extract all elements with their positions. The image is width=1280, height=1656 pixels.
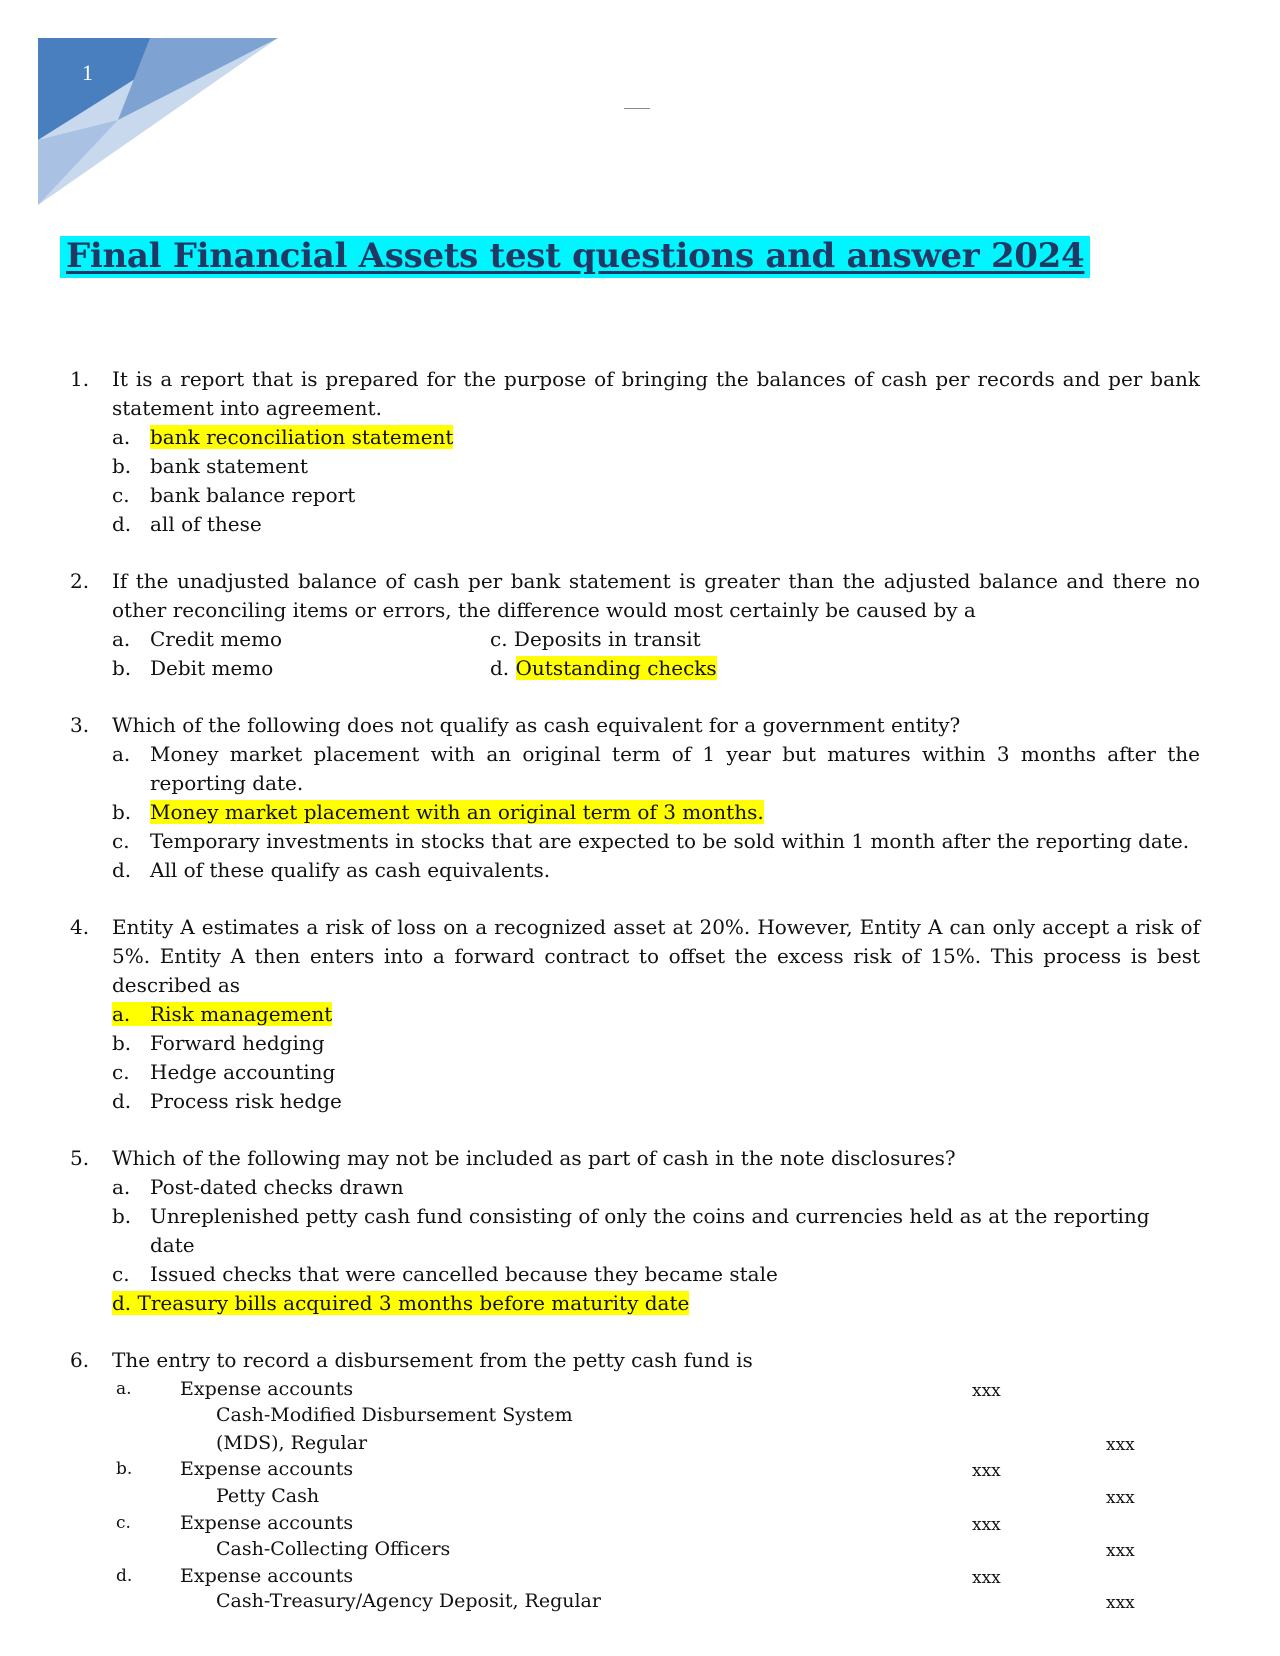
debit-account: Expense accounts <box>180 1458 354 1480</box>
debit-account: Expense accounts <box>180 1378 354 1400</box>
option-text: Process risk hedge <box>150 1089 342 1113</box>
option-letter: c. <box>112 1060 130 1084</box>
option-letter: d. <box>112 512 132 536</box>
document-title: Final Financial Assets test questions and answer 2024 <box>60 236 1090 278</box>
option-a <box>112 625 490 654</box>
option-b <box>112 798 1200 827</box>
option-answer-highlight <box>112 1002 332 1026</box>
question-2 <box>70 567 1200 683</box>
option-letter: d. <box>112 1089 132 1113</box>
corner-decoration <box>0 0 300 210</box>
option-a <box>112 423 1200 452</box>
option-row <box>112 625 1200 654</box>
credit-account: Cash-Collecting Officers <box>216 1538 451 1560</box>
option-d <box>490 654 717 683</box>
option-c <box>112 827 1200 856</box>
option-letter: b. <box>112 1031 132 1055</box>
option-text: Deposits in transit <box>513 627 701 651</box>
header-mark <box>624 108 650 109</box>
option-a <box>112 1173 1200 1202</box>
option-letter: b. <box>112 454 132 478</box>
option-letter: b. <box>112 1204 132 1228</box>
option-text-answer: bank reconciliation statement <box>150 425 454 449</box>
option-answer-highlight <box>112 1291 689 1315</box>
page-number: 1 <box>82 60 93 85</box>
question-text: Which of the following may not be included as part of cash in the note disclosures? <box>112 1146 956 1170</box>
option-letter: c. <box>116 1513 131 1533</box>
option-b <box>112 654 490 683</box>
credit-amount: xxx <box>1106 1488 1135 1508</box>
option-text-answer: Outstanding checks <box>515 656 717 680</box>
option-letter: d. <box>112 1291 132 1315</box>
option-text: Unreplenished petty cash fund consisting of only the coins and currencies held as at the reporting date <box>150 1204 1150 1257</box>
option-letter: b. <box>112 800 132 824</box>
option-text: all of these <box>150 512 262 536</box>
option-c <box>112 481 1200 510</box>
credit-account: Cash-Modified Disbursement System <box>216 1404 573 1426</box>
option-b <box>112 1029 1200 1058</box>
option-text: bank statement <box>150 454 308 478</box>
option-letter: d. <box>490 656 510 680</box>
credit-account: Cash-Treasury/Agency Deposit, Regular <box>216 1590 601 1612</box>
option-letter: b. <box>112 656 132 680</box>
credit-account: Petty Cash <box>216 1485 320 1507</box>
question-number: 5. <box>70 1146 90 1170</box>
option-row <box>112 654 1200 683</box>
option-text: Money market placement with an original term of 1 year but matures within 3 months after the reporting date. <box>150 742 1200 795</box>
option-text: Credit memo <box>150 627 283 651</box>
option-text: Issued checks that were cancelled because they became stale <box>150 1262 778 1286</box>
option-d <box>112 510 1200 539</box>
question-number: 6. <box>70 1348 90 1372</box>
option-c <box>490 625 701 654</box>
option-text-answer: Treasury bills acquired 3 months before maturity date <box>137 1291 690 1315</box>
option-text: Post-dated checks drawn <box>150 1175 404 1199</box>
credit-amount: xxx <box>1106 1435 1135 1455</box>
question-4 <box>70 913 1200 1116</box>
journal-entries <box>112 1375 1200 1627</box>
question-number: 1. <box>70 367 90 391</box>
question-text: Entity A estimates a risk of loss on a recognized asset at 20%. However, Entity A can only accept a risk of 5%. Entity A then enters into a forward contract to offset the excess risk of 15%. This process is best described as <box>112 915 1200 997</box>
option-letter: a. <box>112 1002 131 1026</box>
title-block <box>60 236 1090 278</box>
debit-amount: xxx <box>972 1461 1001 1481</box>
question-text: Which of the following does not qualify as cash equivalent for a government entity? <box>112 713 961 737</box>
option-d <box>112 856 1200 885</box>
credit-amount: xxx <box>1106 1541 1135 1561</box>
option-letter: a. <box>112 742 131 766</box>
question-1 <box>70 365 1200 539</box>
question-number: 2. <box>70 569 90 593</box>
question-text: It is a report that is prepared for the purpose of bringing the balances of cash per records and per bank statement into agreement. <box>112 367 1200 420</box>
option-text: Temporary investments in stocks that are expected to be sold within 1 month after the reporting date. <box>150 829 1190 853</box>
option-letter: a. <box>112 425 131 449</box>
question-5 <box>70 1144 1200 1318</box>
option-letter: a. <box>116 1379 132 1399</box>
option-a <box>112 740 1200 798</box>
option-letter: c. <box>112 1262 130 1286</box>
question-text: The entry to record a disbursement from the petty cash fund is <box>112 1348 753 1372</box>
option-a <box>112 1000 1200 1029</box>
question-6 <box>70 1346 1200 1627</box>
option-text: Forward hedging <box>150 1031 325 1055</box>
question-list <box>70 365 1200 1627</box>
debit-amount: xxx <box>972 1381 1001 1401</box>
debit-account: Expense accounts <box>180 1565 354 1587</box>
option-letter: c. <box>490 627 508 651</box>
option-text-answer: Risk management <box>150 1002 333 1026</box>
option-d <box>112 1087 1200 1116</box>
question-3 <box>70 711 1200 885</box>
option-b <box>112 1202 1200 1260</box>
option-c <box>112 1260 1200 1289</box>
option-text: Hedge accounting <box>150 1060 336 1084</box>
option-letter: a. <box>112 627 131 651</box>
option-c <box>112 1058 1200 1087</box>
option-letter: b. <box>116 1459 133 1479</box>
question-text: If the unadjusted balance of cash per bank statement is greater than the adjusted balance and there no other reconciling items or errors, the difference would most certainly be caused by a <box>112 569 1200 622</box>
option-letter: a. <box>112 1175 131 1199</box>
option-letter: d. <box>116 1566 133 1586</box>
debit-account: Expense accounts <box>180 1512 354 1534</box>
option-text: All of these qualify as cash equivalents. <box>150 858 551 882</box>
debit-amount: xxx <box>972 1568 1001 1588</box>
option-letter: c. <box>112 829 130 853</box>
option-text-answer: Money market placement with an original term of 3 months. <box>150 800 764 824</box>
option-text: Debit memo <box>150 656 274 680</box>
option-letter: d. <box>112 858 132 882</box>
option-text: bank balance report <box>150 483 356 507</box>
option-b <box>112 452 1200 481</box>
credit-account: (MDS), Regular <box>216 1432 368 1454</box>
option-letter: c. <box>112 483 130 507</box>
question-number: 4. <box>70 915 90 939</box>
debit-amount: xxx <box>972 1515 1001 1535</box>
question-number: 3. <box>70 713 90 737</box>
credit-amount: xxx <box>1106 1593 1135 1613</box>
option-d <box>112 1289 1200 1318</box>
